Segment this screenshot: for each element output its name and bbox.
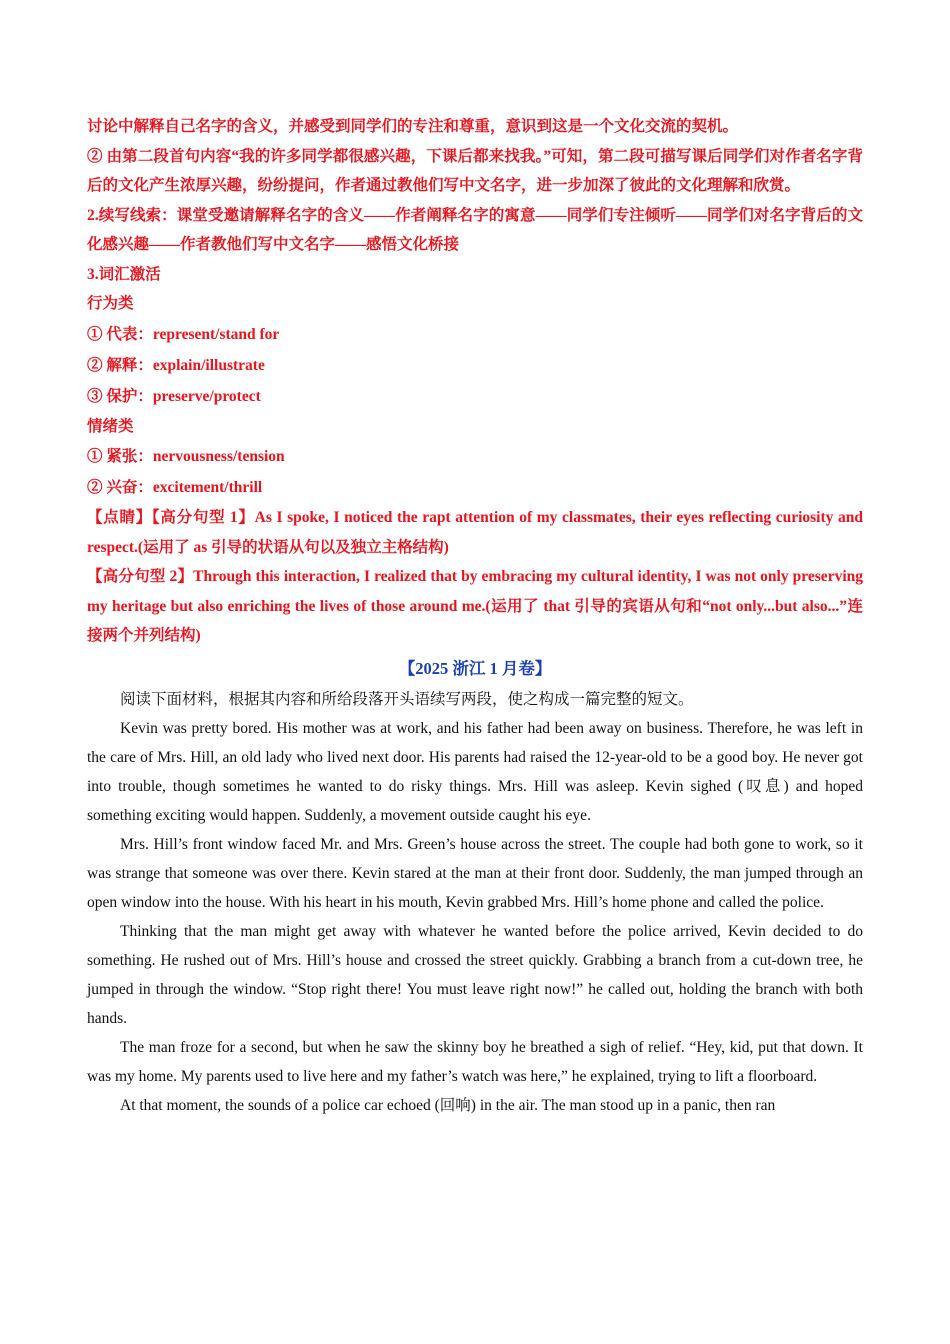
- passage-paragraph-3: Thinking that the man might get away with whatever he wanted before the police arrived, Kevin decided to do something. He rushed out of Mrs. Hill’s house and crossed the street quickly. Grabbing a branch from a cut-down tree, he jumped in through the window. “Stop right there! You must leave right now!” he called out, holding the branch with both hands.: [87, 922, 863, 1027]
- passage-paragraph-4: The man froze for a second, but when he saw the skinny boy he breathed a sigh of relief. “Hey, kid, put that down. It was my home. My parents used to live here and my father’s watch was here,” he explained, trying to lift a floorboard.: [87, 1038, 863, 1085]
- analysis-section: [87, 112, 863, 651]
- vocab-category-emotion: 情绪类: [87, 417, 134, 435]
- vocab-item-nervousness: ① 紧张：nervousness/tension: [87, 448, 285, 465]
- vocab-item-represent: ① 代表：represent/stand for: [87, 325, 280, 343]
- writing-clue: 2.续写线索：课堂受邀请解释名字的含义——作者阐释名字的寓意——同学们专注倾听——同学们对名字背后的文化感兴趣——作者教他们写中文名字——感悟文化桥接: [87, 206, 863, 253]
- passage-paragraph-2: Mrs. Hill’s front window faced Mr. and Mrs. Green’s house across the street. The couple had both gone to work, so it was strange that someone was over there. Kevin stared at the man at their front door. Suddenly, the man jumped through an open window into the house. With his heart in his mouth, Kevin grabbed Mrs. Hill’s home phone and called the police.: [87, 835, 863, 911]
- passage-instruction: 阅读下面材料，根据其内容和所给段落开头语续写两段，使之构成一篇完整的短文。: [120, 690, 694, 708]
- passage-paragraph-1: Kevin was pretty bored. His mother was at work, and his father had been away on business. Therefore, he was left in the care of Mrs. Hill, an old lady who lived next door. His parents had raised the 12-year-old to be a good boy. He never got into trouble, though sometimes he wanted to do risky things. Mrs. Hill was asleep. Kevin sighed (叹息) and hoped something exciting would happen. Suddenly, a movement outside caught his eye.: [87, 719, 863, 824]
- document-page: [87, 112, 863, 1120]
- vocab-item-explain: ② 解释：explain/illustrate: [87, 356, 265, 374]
- passage-paragraph-5: At that moment, the sounds of a police car echoed (回响) in the air. The man stood up in a panic, then ran: [120, 1096, 776, 1114]
- vocab-item-preserve: ③ 保护：preserve/protect: [87, 387, 261, 405]
- high-score-sentence-1: 【点睛】【高分句型 1】As I spoke, I noticed the rapt attention of my classmates, their eyes reflecting curiosity and respect.(运用了 as 引导的状语从句以及独立主格结构): [87, 509, 863, 556]
- high-score-sentence-2: 【高分句型 2】Through this interaction, I realized that by embracing my cultural identity, I was not only preserving my heritage but also enriching the lives of those around me.(运用了 that 引导的宾语从句和“not only...but also...”连接两个并列结构): [87, 568, 863, 644]
- vocab-title: 3.词汇激活: [87, 265, 161, 283]
- analysis-point-2: ② 由第二段首句内容“我的许多同学都很感兴趣，下课后都来找我。”可知，第二段可描写课后同学们对作者名字背后的文化产生浓厚兴趣，纷纷提问，作者通过教他们写中文名字，进一步加深了彼此的文化理解和欣赏。: [87, 147, 863, 194]
- section-heading: 【2025 浙江 1 月卷】: [398, 658, 552, 678]
- reading-passage: [87, 685, 863, 1120]
- analysis-line-continued: 讨论中解释自己名字的含义，并感受到同学们的专注和尊重，意识到这是一个文化交流的契机。: [87, 118, 739, 135]
- vocab-category-behavior: 行为类: [87, 295, 134, 312]
- vocab-item-excitement: ② 兴奋：excitement/thrill: [87, 479, 263, 496]
